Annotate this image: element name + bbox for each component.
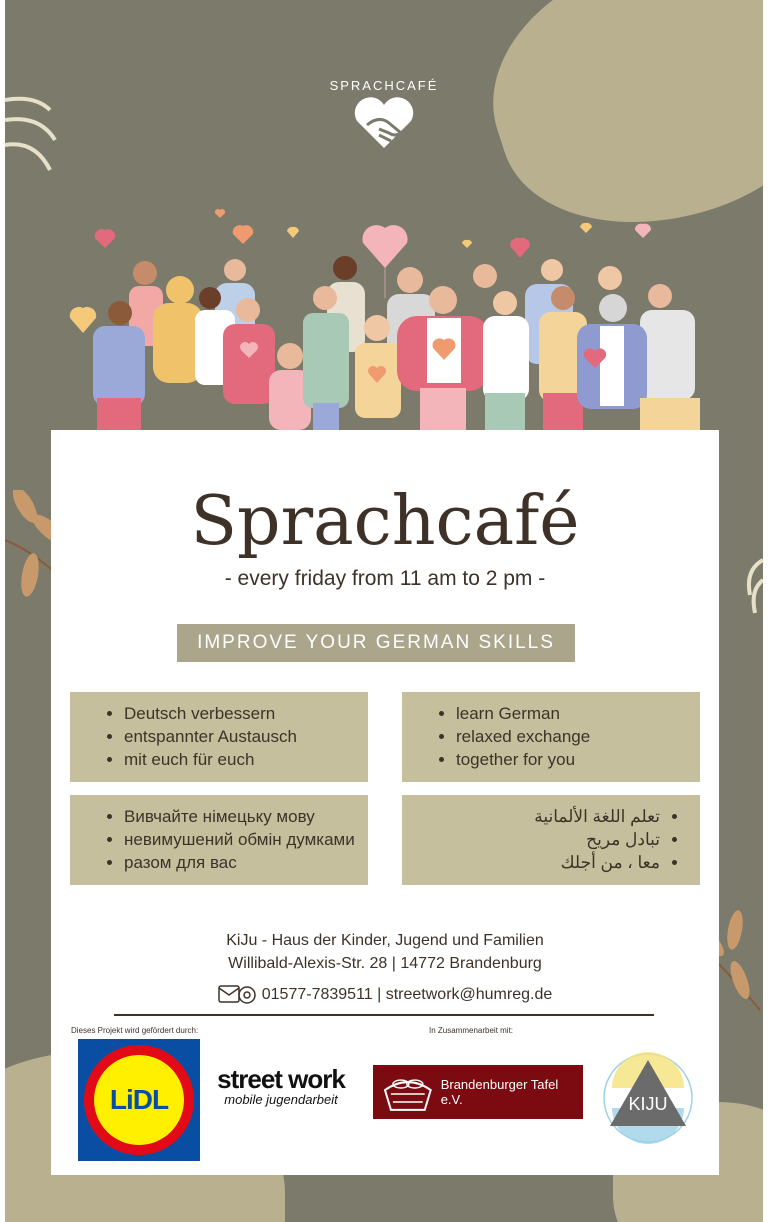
list-item: • mit euch für euch [124,748,356,771]
box-german [70,692,368,782]
lidl-logo [78,1039,200,1161]
list-item: • تبادل مريح [414,828,660,851]
kiju-logo [598,1048,698,1148]
address-line-1: KiJu - Haus der Kinder, Jugend und Familien [226,932,544,949]
poster [5,0,763,1222]
funded-by-label: Dieses Projekt wird gefördert durch: [71,1026,199,1035]
skills-banner: IMPROVE YOUR GERMAN SKILLS [177,624,575,662]
streetwork-logo-text: street work [217,1064,345,1094]
bread-basket-icon [381,1070,435,1114]
tafel-logo [373,1065,583,1119]
list-item: • relaxed exchange [456,725,688,748]
divider [114,1014,654,1016]
box-english [402,692,700,782]
list-item: • تعلم اللغة الألمانية [414,805,660,828]
event-schedule: - every friday from 11 am to 2 pm - [224,567,546,590]
streetwork-logo-subtext: mobile jugendarbeit [224,1092,338,1107]
info-card [51,430,719,1175]
streetwork-logo [211,1066,351,1107]
email-at-icon [218,983,256,1007]
list-item: • разом для вас [124,851,356,874]
contact-text[interactable]: 01577-7839511 | streetwork@humreg.de [261,986,553,1003]
heart-hands-icon [349,93,419,153]
box-ukrainian [70,795,368,885]
list-item: • невимушений обмін думками [124,828,356,851]
list-item: • learn German [456,702,688,725]
brand-logo [5,78,763,157]
tafel-logo-text: Brandenburger Tafel e.V. [440,1077,559,1107]
brand-label: SPRACHCAFÉ [329,78,439,93]
list-item: • معا ، من أجلك [414,851,660,874]
contact-line [51,983,719,1007]
kiju-logo-text: KIJU [628,1094,668,1114]
event-title: Sprachcafé [190,482,580,561]
cooperation-label: In Zusammenarbeit mit: [429,1026,514,1035]
list-item: • together for you [456,748,688,771]
swoosh-right-icon [740,555,763,615]
address-line-2: Willibald-Alexis-Str. 28 | 14772 Brandenburg [228,955,542,972]
crowd-illustration [65,198,715,430]
list-item: • Deutsch verbessern [124,702,356,725]
lidl-logo-text: LiDL [109,1084,169,1115]
list-item: • entspannter Austausch [124,725,356,748]
list-item: • Вивчайте німецьку мову [124,805,356,828]
box-arabic [402,795,700,885]
